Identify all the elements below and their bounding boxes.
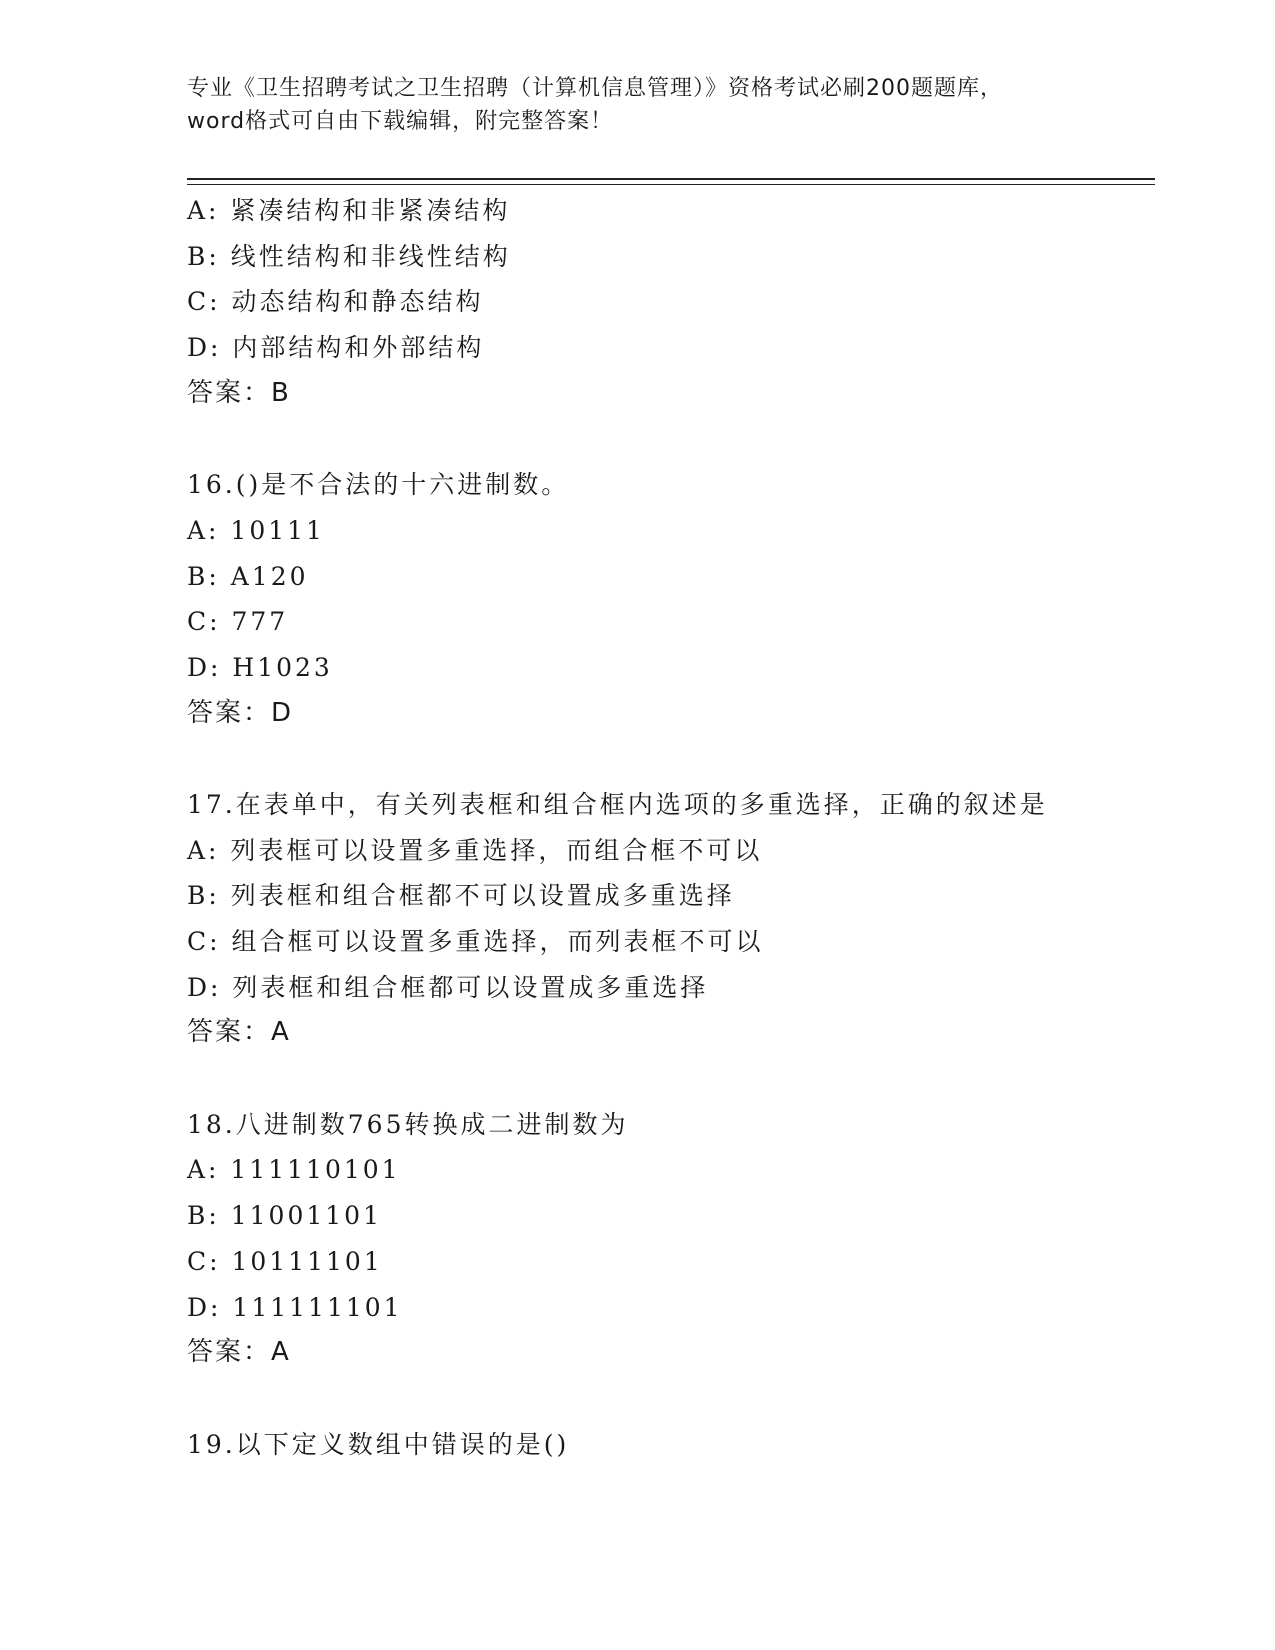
question-19 — [187, 1422, 1147, 1468]
q17-answer: 答案：A — [187, 1017, 291, 1048]
q17-option-a: A: 列表框可以设置多重选择，而组合框不可以 — [187, 835, 763, 865]
q16-option-c: C: 777 — [187, 607, 289, 637]
q19-question: 19.以下定义数组中错误的是() — [187, 1429, 570, 1459]
q17-question: 17.在表单中，有关列表框和组合框内选项的多重选择，正确的叙述是 — [187, 789, 1048, 819]
q18-question: 18.八进制数765转换成二进制数为 — [187, 1109, 629, 1139]
header-divider-thin — [187, 184, 1155, 185]
q15-option-d: D: 内部结构和外部结构 — [187, 333, 485, 363]
q18-option-b: B: 11001101 — [187, 1201, 382, 1231]
header-line-2: word格式可自由下载编辑，附完整答案！ — [187, 109, 614, 134]
q16-option-a: A: 10111 — [187, 515, 325, 545]
q17-option-b: B: 列表框和组合框都不可以设置成多重选择 — [187, 881, 735, 911]
q16-answer: 答案：D — [187, 697, 294, 728]
document-header — [187, 72, 1087, 138]
q15-option-c: C: 动态结构和静态结构 — [187, 287, 484, 317]
question-18 — [187, 1102, 1147, 1376]
q17-option-d: D: 列表框和组合框都可以设置成多重选择 — [187, 972, 709, 1002]
q17-option-c: C: 组合框可以设置多重选择，而列表框不可以 — [187, 927, 764, 956]
q15-answer: 答案：B — [187, 377, 291, 408]
header-line-1: 专业《卫生招聘考试之卫生招聘（计算机信息管理）》资格考试必刷200题题库， — [187, 76, 1003, 101]
question-16 — [187, 462, 1147, 736]
question-17 — [187, 782, 1147, 1056]
q16-question: 16.()是不合法的十六进制数。 — [187, 470, 570, 500]
header-divider-thick — [187, 178, 1155, 180]
q18-answer: 答案：A — [187, 1337, 291, 1368]
question-list — [187, 188, 1147, 1467]
q16-option-b: B: A120 — [187, 561, 309, 591]
q15-option-a: A: 紧凑结构和非紧凑结构 — [187, 196, 511, 225]
q15-option-b: B: 线性结构和非线性结构 — [187, 241, 511, 271]
q18-option-d: D: 111111101 — [187, 1292, 403, 1322]
q16-option-d: D: H1023 — [187, 652, 333, 682]
question-15 — [187, 188, 1147, 416]
q18-option-c: C: 10111101 — [187, 1246, 383, 1276]
q18-option-a: A: 111110101 — [187, 1155, 401, 1185]
